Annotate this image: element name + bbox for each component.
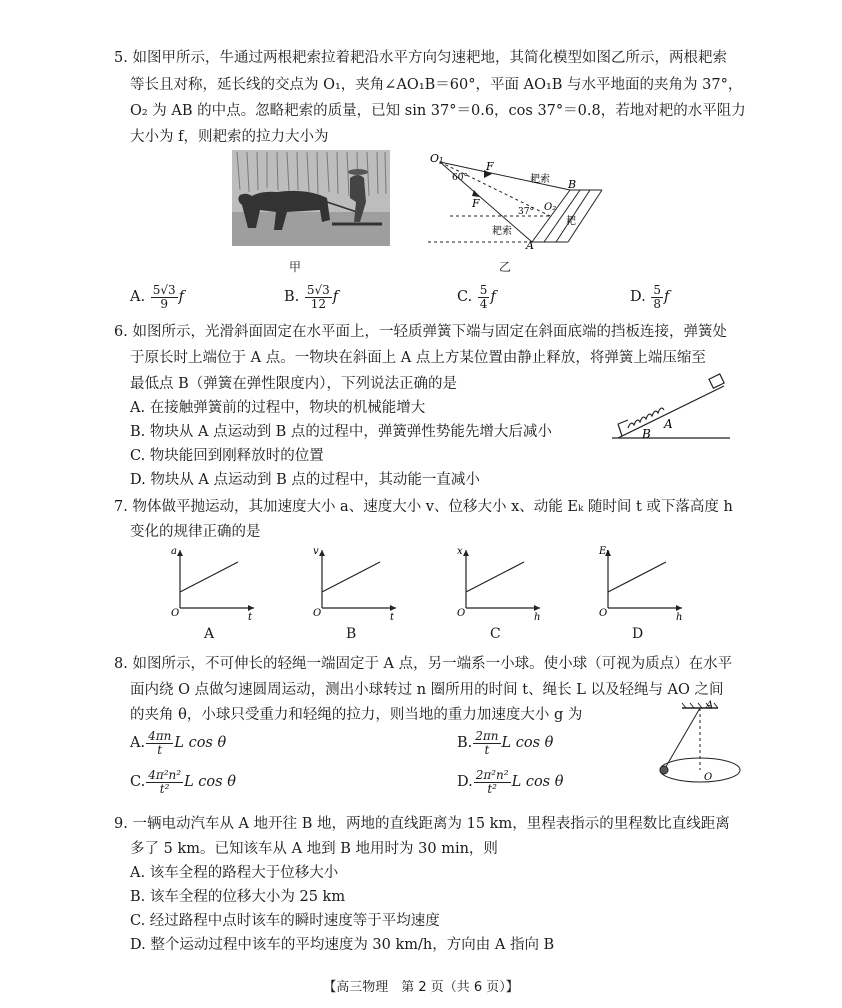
frac-den: t bbox=[484, 742, 490, 757]
q6-option-b[interactable]: B. 物块从 A 点运动到 B 点的过程中，弹簧弹性势能先增大后减小 bbox=[130, 424, 552, 440]
graph-option-b[interactable] bbox=[312, 544, 402, 624]
graph-line bbox=[322, 562, 380, 592]
graph-label-d: D bbox=[632, 626, 644, 642]
q6-line1: 6. 如图所示，光滑斜面固定在水平面上，一轻质弹簧下端与固定在斜面底端的挡板连接，弹簧处 bbox=[114, 324, 727, 340]
option-tail: f bbox=[663, 289, 670, 305]
conical-pendulum-diagram bbox=[650, 700, 750, 792]
option-tail: f bbox=[178, 289, 184, 305]
frac-num: 2π²n² bbox=[475, 767, 509, 782]
x-axis-label: h bbox=[534, 612, 541, 623]
option-letter: B. bbox=[284, 289, 300, 305]
q9-option-a[interactable]: A. 该车全程的路程大于位移大小 bbox=[130, 865, 339, 881]
label-rope-bottom: 耙索 bbox=[492, 226, 512, 237]
q9-line1: 9. 一辆电动汽车从 A 地开往 B 地，两地的直线距离为 15 km，里程表指示的里程数比直线距离 bbox=[114, 816, 730, 832]
graph-option-c[interactable] bbox=[456, 544, 546, 624]
frac-num: 5√3 bbox=[306, 282, 330, 297]
q5-option-c[interactable] bbox=[457, 282, 496, 312]
option-letter: C. bbox=[457, 289, 473, 305]
label-f-bottom: F bbox=[472, 197, 480, 210]
q9-line2: 多了 5 km。已知该车从 A 地到 B 地用时为 30 min，则 bbox=[130, 841, 498, 857]
caption-yi: 乙 bbox=[499, 260, 512, 274]
label-a: A bbox=[664, 417, 673, 431]
graph-line bbox=[608, 562, 666, 592]
q6-line2: 于原长时上端位于 A 点。一物块在斜面上 A 点上方某位置由静止释放，将弹簧上端压缩至 bbox=[130, 350, 706, 366]
incline-spring-diagram bbox=[612, 372, 732, 444]
label-b: B bbox=[568, 178, 577, 191]
q9-option-c[interactable]: C. 经过路程中点时该车的瞬时速度等于平均速度 bbox=[130, 913, 440, 929]
q8-option-c[interactable] bbox=[130, 766, 236, 798]
frac-den: t bbox=[157, 742, 163, 757]
graph-option-a[interactable] bbox=[170, 544, 260, 624]
q8-option-a[interactable] bbox=[130, 727, 226, 759]
q9-option-b[interactable]: B. 该车全程的位移大小为 25 km bbox=[130, 889, 346, 905]
x-arrow bbox=[676, 605, 682, 611]
ox-plowing-photo bbox=[232, 150, 390, 246]
q5-line4: 大小为 f，则耙索的拉力大小为 bbox=[130, 129, 329, 145]
q6-option-c[interactable]: C. 物块能回到刚释放时的位置 bbox=[130, 448, 324, 464]
frac-den: t² bbox=[159, 781, 170, 796]
q5-line2: 等长且对称，延长线的交点为 O₁，夹角∠AO₁B＝60°，平面 AO₁B 与水平地面的夹角为 37°， bbox=[130, 77, 743, 93]
label-f-top: F bbox=[486, 160, 494, 173]
origin-label: O bbox=[313, 608, 322, 619]
origin-label: O bbox=[457, 608, 466, 619]
q6-option-a[interactable]: A. 在接触弹簧前的过程中，物块的机械能增大 bbox=[130, 400, 426, 416]
q8-line3: 的夹角 θ，小球只受重力和轻绳的拉力，则当地的重力加速度大小 g 为 bbox=[130, 707, 583, 723]
origin-label: O bbox=[171, 608, 180, 619]
option-letter: B. bbox=[457, 735, 473, 751]
option-tail: L cos θ bbox=[511, 774, 564, 790]
frac-num: 5√3 bbox=[152, 282, 176, 297]
option-tail: f bbox=[332, 289, 339, 305]
frac-den: t² bbox=[487, 781, 497, 796]
q8-line1: 8. 如图所示，不可伸长的轻绳一端固定于 A 点，另一端系一小球。使小球（可视为质点）在水平 bbox=[114, 656, 733, 672]
x-axis-label: t bbox=[248, 612, 253, 623]
frac-num: 4πn bbox=[148, 728, 172, 743]
option-tail: L cos θ bbox=[501, 735, 554, 751]
q6-line3: 最低点 B（弹簧在弹性限度内），下列说法正确的是 bbox=[130, 376, 458, 392]
x-axis-label: t bbox=[390, 612, 395, 623]
x-arrow bbox=[248, 605, 254, 611]
option-letter: C. bbox=[130, 774, 146, 790]
q8-option-d[interactable] bbox=[457, 766, 563, 798]
frac-den: 8 bbox=[653, 296, 661, 311]
label-o1: O₁ bbox=[430, 152, 444, 165]
graph-line bbox=[180, 562, 238, 592]
frac-num: 2πn bbox=[475, 728, 499, 743]
q5-option-d[interactable] bbox=[630, 282, 669, 312]
option-tail: L cos θ bbox=[174, 735, 227, 751]
y-arrow bbox=[177, 550, 183, 556]
label-rope-top: 耙索 bbox=[530, 174, 550, 185]
caption-jia: 甲 bbox=[289, 260, 302, 274]
x-axis-label: h bbox=[676, 612, 683, 623]
y-axis-label: Eₖ bbox=[599, 546, 610, 557]
x-arrow bbox=[534, 605, 540, 611]
graph-label-b: B bbox=[346, 626, 357, 642]
option-tail: L cos θ bbox=[184, 774, 236, 790]
frac-den: 12 bbox=[310, 296, 326, 311]
label-a: A bbox=[706, 700, 714, 711]
q5-line3: O₂ 为 AB 的中点。忽略耙索的质量，已知 sin 37°＝0.6，cos 37°＝0.8，若地对耙的水平阻力 bbox=[130, 103, 746, 119]
option-tail: f bbox=[490, 289, 496, 305]
graph-label-c: C bbox=[490, 626, 501, 642]
y-arrow bbox=[319, 550, 325, 556]
q5-option-b[interactable] bbox=[284, 282, 338, 312]
option-letter: A. bbox=[130, 735, 146, 751]
y-axis-label: a bbox=[171, 546, 177, 557]
option-letter: D. bbox=[457, 774, 473, 790]
q6-option-d[interactable]: D. 物块从 A 点运动到 B 点的过程中，其动能一直减小 bbox=[130, 472, 480, 488]
label-o: O bbox=[704, 772, 713, 783]
origin-label: O bbox=[599, 608, 608, 619]
frac-den: 4 bbox=[479, 296, 488, 311]
option-letter: A. bbox=[130, 289, 146, 305]
q8-option-b[interactable] bbox=[457, 727, 553, 759]
label-angle-60: 60° bbox=[452, 173, 468, 183]
y-arrow bbox=[463, 550, 469, 556]
frac-den: 9 bbox=[160, 296, 168, 311]
frac-num: 5 bbox=[479, 282, 488, 297]
option-letter: D. bbox=[630, 289, 646, 305]
frac-num: 5 bbox=[653, 282, 661, 297]
label-o2: O₂ bbox=[544, 202, 557, 213]
label-a: A bbox=[526, 239, 534, 250]
graph-label-a: A bbox=[204, 626, 215, 642]
rake-force-diagram bbox=[420, 150, 610, 250]
label-rake: 耙 bbox=[566, 216, 576, 227]
x-arrow bbox=[390, 605, 396, 611]
graph-line bbox=[466, 562, 524, 592]
q7-line1: 7. 物体做平抛运动，其加速度大小 a、速度大小 v、位移大小 x、动能 Eₖ 随时间 t 或下落高度 h bbox=[114, 499, 733, 515]
page-footer: 【高三物理 第 2 页（共 6 页）】 bbox=[323, 980, 519, 995]
q5-line1: 5. 如图甲所示，牛通过两根耙索拉着耙沿水平方向匀速耙地，其简化模型如图乙所示，两根耙索 bbox=[114, 50, 727, 66]
q7-line2: 变化的规律正确的是 bbox=[130, 524, 261, 540]
label-angle-37: 37° bbox=[518, 207, 534, 217]
y-axis-label: v bbox=[313, 546, 319, 557]
q5-option-a[interactable] bbox=[130, 282, 184, 312]
q9-option-d[interactable]: D. 整个运动过程中该车的平均速度为 30 km/h，方向由 A 指向 B bbox=[130, 937, 555, 953]
graph-option-d[interactable] bbox=[598, 544, 688, 624]
label-b: B bbox=[642, 427, 651, 441]
y-axis-label: x bbox=[457, 546, 463, 557]
q8-line2: 面内绕 O 点做匀速圆周运动，测出小球转过 n 圈所用的时间 t、绳长 L 以及轻绳与 AO 之间 bbox=[130, 682, 724, 698]
frac-num: 4π²n² bbox=[148, 767, 182, 782]
